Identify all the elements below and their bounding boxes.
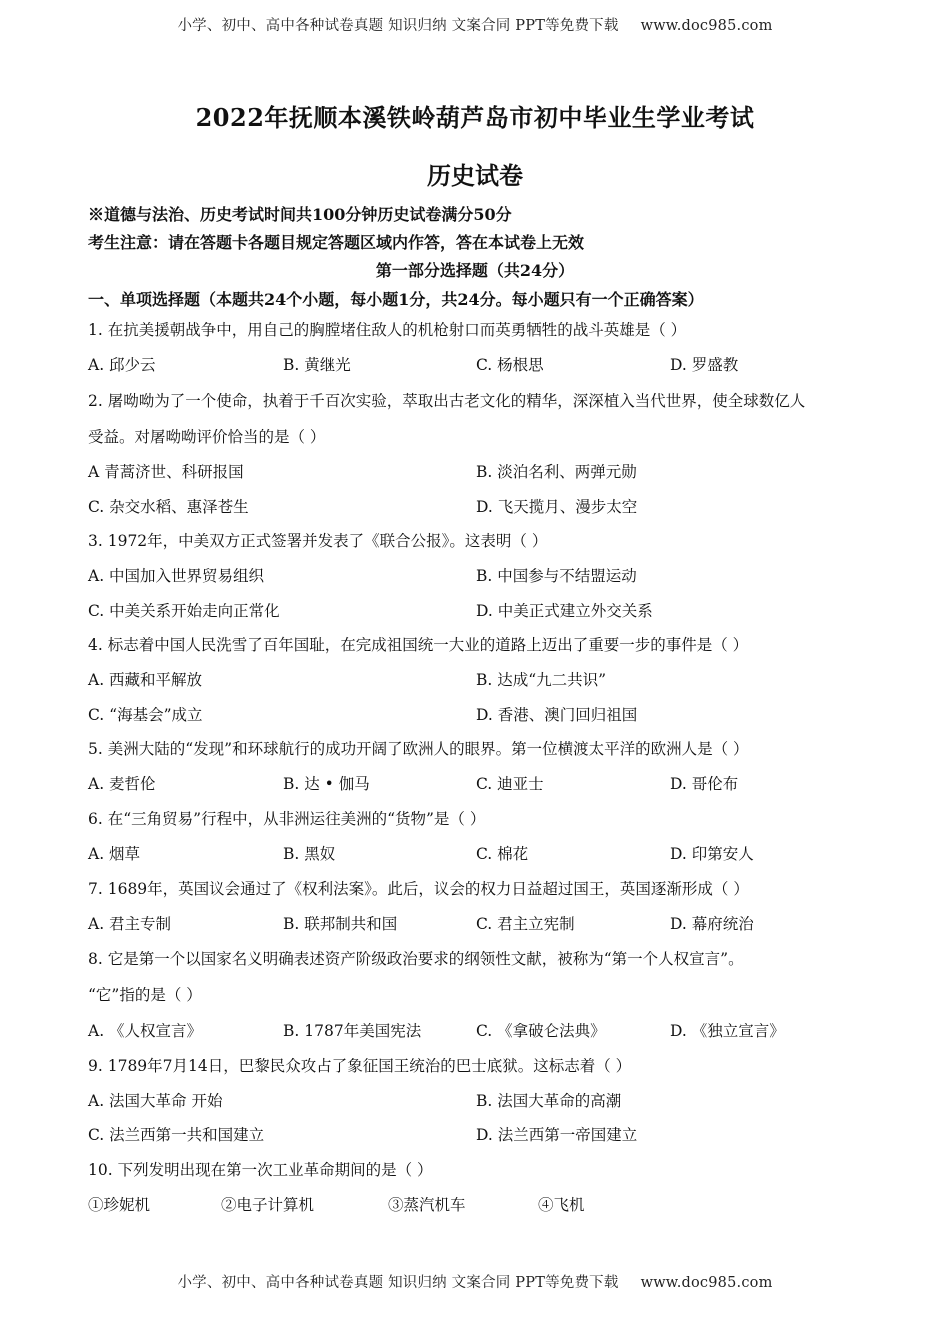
q10-item-3: ③蒸汽机车 bbox=[388, 1196, 466, 1214]
q1-option-b[interactable]: B. 黄继光 bbox=[283, 356, 351, 374]
q5-option-b[interactable]: B. 达 • 伽马 bbox=[283, 775, 370, 793]
q6-option-c[interactable]: C. 棉花 bbox=[476, 845, 529, 863]
q3-option-c[interactable]: C. 中美关系开始走向正常化 bbox=[88, 602, 280, 620]
section-title: 一、单项选择题（本题共24个小题，每小题1分，共24分。每小题只有一个正确答案） bbox=[88, 290, 704, 309]
q8-option-a[interactable]: A. 《人权宣言》 bbox=[88, 1022, 203, 1040]
q7-option-c[interactable]: C. 君主立宪制 bbox=[476, 915, 575, 933]
q5-option-a[interactable]: A. 麦哲伦 bbox=[88, 775, 156, 793]
question-8-stem: 8. 它是第一个以国家名义明确表述资产阶级政治要求的纲领性文献，被称为“第一个人权宣言”。 bbox=[88, 950, 744, 968]
question-2-stem-cont: 受益。对屠呦呦评价恰当的是（ ） bbox=[88, 428, 326, 446]
header-text: 小学、初中、高中各种试卷真题 知识归纳 文案合同 PPT等免费下载 bbox=[177, 18, 619, 34]
q2-option-a[interactable]: A 青蒿济世、科研报国 bbox=[88, 463, 244, 481]
q3-option-d[interactable]: D. 中美正式建立外交关系 bbox=[476, 602, 653, 620]
q4-option-a[interactable]: A. 西藏和平解放 bbox=[88, 671, 203, 689]
note-attention: 考生注意：请在答题卡各题目规定答题区域内作答，答在本试卷上无效 bbox=[88, 233, 585, 252]
q8-option-d[interactable]: D. 《独立宣言》 bbox=[670, 1022, 785, 1040]
question-6-stem: 6. 在“三角贸易”行程中，从非洲运往美洲的“货物”是（ ） bbox=[88, 810, 486, 828]
header-url[interactable]: www.doc985.com bbox=[640, 18, 773, 34]
q9-option-b[interactable]: B. 法国大革命的高潮 bbox=[476, 1092, 622, 1110]
question-3-stem: 3. 1972年，中美双方正式签署并发表了《联合公报》。这表明（ ） bbox=[88, 532, 548, 550]
q8-option-b[interactable]: B. 1787年美国宪法 bbox=[283, 1022, 422, 1040]
q2-option-b[interactable]: B. 淡泊名利、两弹元勋 bbox=[476, 463, 637, 481]
q4-option-d[interactable]: D. 香港、澳门回归祖国 bbox=[476, 706, 638, 724]
question-9-stem: 9. 1789年7月14日，巴黎民众攻占了象征国王统治的巴士底狱。这标志着（ ） bbox=[88, 1057, 632, 1075]
q10-item-1: ①珍妮机 bbox=[88, 1196, 151, 1214]
exam-title: 2022年抚顺本溪铁岭葫芦岛市初中毕业生学业考试 bbox=[195, 103, 755, 132]
q1-option-c[interactable]: C. 杨根思 bbox=[476, 356, 544, 374]
q6-option-d[interactable]: D. 印第安人 bbox=[670, 845, 754, 863]
question-4-stem: 4. 标志着中国人民洗雪了百年国耻，在完成祖国统一大业的道路上迈出了重要一步的事件是（ ） bbox=[88, 636, 749, 654]
q7-option-a[interactable]: A. 君主专制 bbox=[88, 915, 172, 933]
question-8-stem-cont: “它”指的是（ ） bbox=[88, 986, 202, 1004]
q3-option-a[interactable]: A. 中国加入世界贸易组织 bbox=[88, 567, 265, 585]
question-5-stem: 5. 美洲大陆的“发现”和环球航行的成功开阔了欧洲人的眼界。第一位横渡太平洋的欧洲人是（ ） bbox=[88, 740, 749, 758]
q5-option-d[interactable]: D. 哥伦布 bbox=[670, 775, 739, 793]
exam-subtitle: 历史试卷 bbox=[427, 161, 523, 190]
q9-option-d[interactable]: D. 法兰西第一帝国建立 bbox=[476, 1126, 638, 1144]
page-footer bbox=[0, 1271, 950, 1292]
part-title: 第一部分选择题（共24分） bbox=[375, 261, 575, 280]
q7-option-d[interactable]: D. 幕府统治 bbox=[670, 915, 754, 933]
q1-option-d[interactable]: D. 罗盛教 bbox=[670, 356, 739, 374]
question-1-stem: 1. 在抗美援朝战争中，用自己的胸膛堵住敌人的机枪射口而英勇牺牲的战斗英雄是（ ） bbox=[88, 321, 687, 339]
q2-option-d[interactable]: D. 飞天揽月、漫步太空 bbox=[476, 498, 638, 516]
page-header bbox=[0, 14, 950, 35]
q2-option-c[interactable]: C. 杂交水稻、惠泽苍生 bbox=[88, 498, 249, 516]
q8-option-c[interactable]: C. 《拿破仑法典》 bbox=[476, 1022, 606, 1040]
q5-option-c[interactable]: C. 迪亚士 bbox=[476, 775, 544, 793]
footer-text: 小学、初中、高中各种试卷真题 知识归纳 文案合同 PPT等免费下载 bbox=[177, 1275, 619, 1291]
question-2-stem: 2. 屠呦呦为了一个使命，执着于千百次实验，萃取出古老文化的精华，深深植入当代世界，使全球数亿人 bbox=[88, 392, 806, 410]
q7-option-b[interactable]: B. 联邦制共和国 bbox=[283, 915, 398, 933]
q9-option-c[interactable]: C. 法兰西第一共和国建立 bbox=[88, 1126, 265, 1144]
q1-option-a[interactable]: A. 邱少云 bbox=[88, 356, 156, 374]
q10-item-4: ④飞机 bbox=[538, 1196, 585, 1214]
q9-option-a[interactable]: A. 法国大革命 开始 bbox=[88, 1092, 223, 1110]
q4-option-c[interactable]: C. “海基会”成立 bbox=[88, 706, 203, 724]
q6-option-a[interactable]: A. 烟草 bbox=[88, 845, 141, 863]
question-7-stem: 7. 1689年，英国议会通过了《权利法案》。此后，议会的权力日益超过国王，英国逐渐形成（ ） bbox=[88, 880, 749, 898]
q10-item-2: ②电子计算机 bbox=[221, 1196, 315, 1214]
footer-url[interactable]: www.doc985.com bbox=[640, 1275, 773, 1291]
q3-option-b[interactable]: B. 中国参与不结盟运动 bbox=[476, 567, 637, 585]
q6-option-b[interactable]: B. 黑奴 bbox=[283, 845, 336, 863]
q4-option-b[interactable]: B. 达成“九二共识” bbox=[476, 671, 607, 689]
note-time: ※道德与法治、历史考试时间共100分钟历史试卷满分50分 bbox=[88, 205, 512, 224]
question-10-stem: 10. 下列发明出现在第一次工业革命期间的是（ ） bbox=[88, 1161, 433, 1179]
